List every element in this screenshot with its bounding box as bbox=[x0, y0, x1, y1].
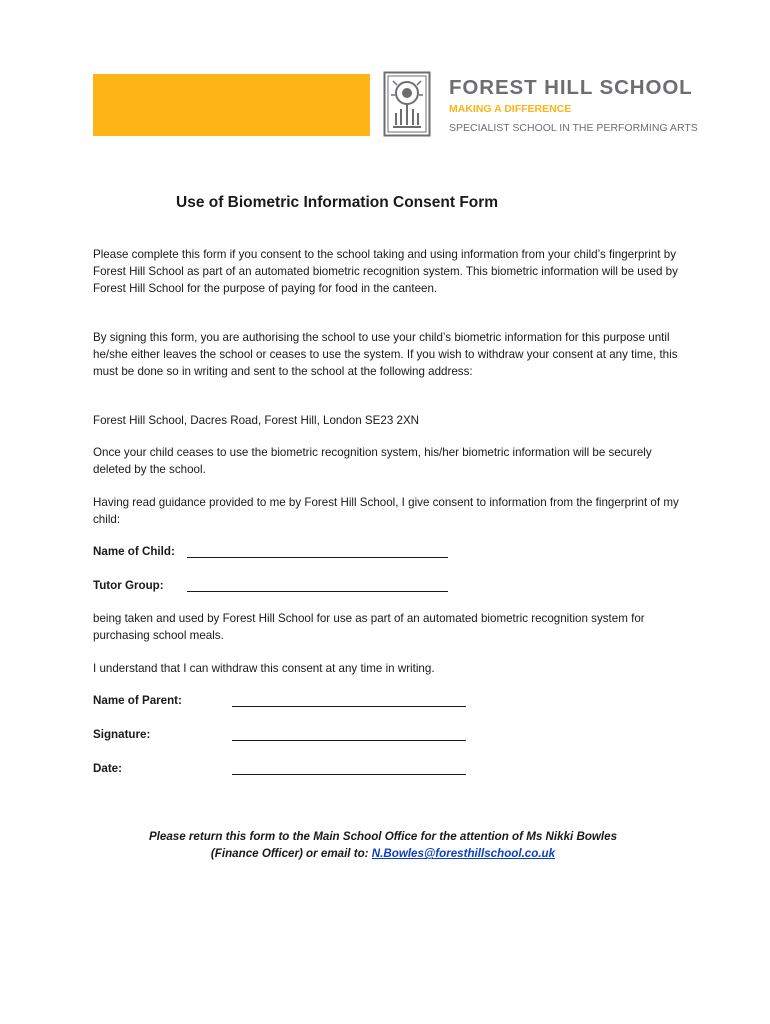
name-of-child-label: Name of Child: bbox=[93, 545, 175, 558]
header-accent-bar bbox=[93, 74, 370, 136]
school-address: Forest Hill School, Dacres Road, Forest Hill, London SE23 2XN bbox=[93, 414, 420, 427]
authorisation-paragraph: By signing this form, you are authorising the school to use your child’s biometric information for this purpose until he/she either leaves the school or ceases to use the system. If you wish to withdraw your consent at any time, this must be done so in writing and sent to the school at the following address: bbox=[93, 331, 678, 378]
name-of-parent-label: Name of Parent: bbox=[93, 694, 182, 707]
contact-email-link[interactable]: N.Bowles@foresthillschool.co.uk bbox=[371, 847, 556, 860]
tutor-group-field[interactable] bbox=[187, 591, 448, 592]
school-crest-icon bbox=[383, 71, 431, 137]
signature-field[interactable] bbox=[232, 740, 466, 741]
return-instructions bbox=[93, 828, 673, 862]
withdraw-statement: I understand that I can withdraw this consent at any time in writing. bbox=[93, 662, 435, 675]
signature-label: Signature: bbox=[93, 728, 151, 741]
tutor-group-label: Tutor Group: bbox=[93, 579, 164, 592]
date-field[interactable] bbox=[232, 774, 466, 775]
form-title: Use of Biometric Information Consent Form bbox=[176, 194, 499, 211]
return-instructions-line1: Please return this form to the Main School Office for the attention of Ms Nikki Bowles bbox=[148, 830, 618, 843]
return-instructions-prefix: (Finance Officer) or email to: bbox=[210, 847, 372, 860]
intro-paragraph: Please complete this form if you consent to the school taking and using information from your child’s fingerprint by Forest Hill School as part of an automated biometric recognition system. This biometric information will be used by Forest Hill School for the purpose of paying for food in the canteen. bbox=[93, 248, 678, 295]
name-of-parent-field[interactable] bbox=[232, 706, 466, 707]
school-specialism: SPECIALIST SCHOOL IN THE PERFORMING ARTS bbox=[449, 122, 698, 134]
usage-paragraph: being taken and used by Forest Hill School for use as part of an automated biometric recognition system for purchasing school meals. bbox=[93, 612, 645, 642]
deletion-paragraph: Once your child ceases to use the biometric recognition system, his/her biometric information will be securely deleted by the school. bbox=[93, 446, 652, 476]
name-of-child-field[interactable] bbox=[187, 557, 448, 558]
date-label: Date: bbox=[93, 762, 122, 775]
school-motto: MAKING A DIFFERENCE bbox=[449, 103, 572, 115]
school-name: FOREST HILL SCHOOL bbox=[449, 76, 693, 99]
return-instructions-line2 bbox=[93, 845, 673, 862]
consent-paragraph: Having read guidance provided to me by Forest Hill School, I give consent to information from the fingerprint of my child: bbox=[93, 496, 679, 526]
